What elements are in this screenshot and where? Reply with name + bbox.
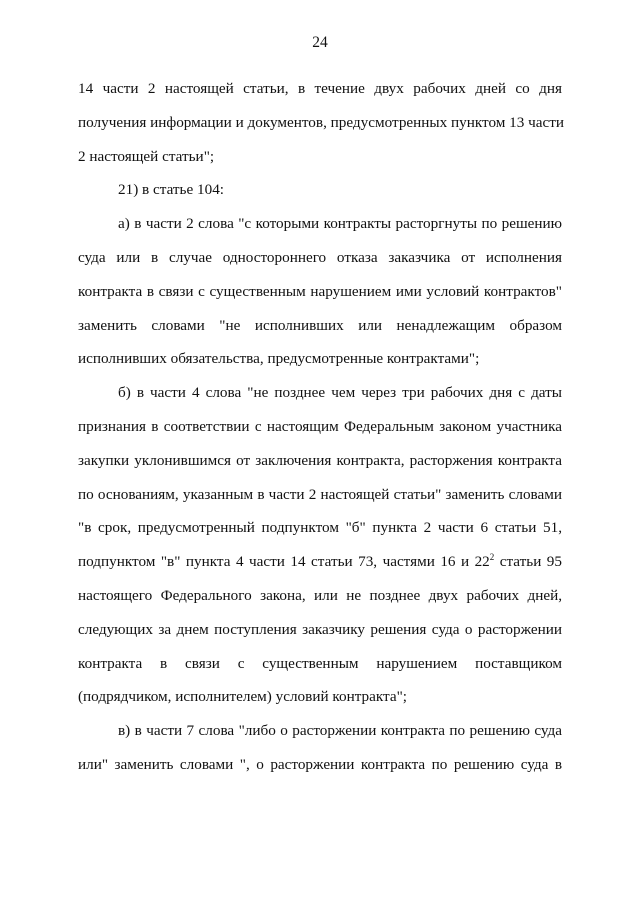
text-line: получения информации и документов, предусмотренных пунктом 13 части	[78, 113, 565, 131]
text-line: контракта в связи с существенным нарушением поставщиком	[78, 654, 562, 672]
text-line: "в срок, предусмотренный подпунктом "б" пункта 2 части 6 статьи 51,	[78, 519, 562, 537]
text-line: закупки уклонившимся от заключения контракта, расторжения контракта	[78, 451, 562, 469]
text-line: следующих за днем поступления заказчику решения суда о расторжении	[78, 620, 562, 638]
text-line: 2 настоящей статьи";	[78, 147, 215, 165]
text-line: 14 части 2 настоящей статьи, в течение двух рабочих дней со дня	[78, 80, 562, 97]
text-line: в) в части 7 слова "либо о расторжении контракта по решению суда	[118, 722, 562, 740]
text-line: (подрядчиком, исполнителем) условий контракта";	[78, 688, 408, 706]
text-line: заменить словами "не исполнивших или ненадлежащим образом	[78, 316, 562, 334]
text-line: признания в соответствии с настоящим Федеральным законом участника	[78, 417, 562, 435]
text-line: контракта в связи с существенным нарушением ими условий контрактов"	[78, 282, 562, 300]
superscript: 2	[489, 552, 495, 563]
text-line: или" заменить словами ", о расторжении контракта по решению суда в	[78, 755, 562, 773]
page-number: 24	[312, 34, 328, 51]
text-line: суда или в случае одностороннего отказа заказчика от исполнения	[78, 248, 562, 266]
text-line: б) в части 4 слова "не позднее чем через три рабочих дня с даты	[118, 384, 562, 402]
text-segment: подпунктом "в" пункта 4 части 14 статьи 73, частями 16 и 22	[78, 553, 490, 571]
text-segment: статьи 95	[494, 553, 562, 571]
text-line: 21) в статье 104:	[118, 181, 225, 199]
text-line: по основаниям, указанным в части 2 настоящей статьи" заменить словами	[78, 485, 562, 503]
text-line: исполнивших обязательства, предусмотренные контрактами";	[78, 350, 480, 368]
text-line-with-superscript	[78, 545, 562, 579]
text-line: настоящего Федерального закона, или не позднее двух рабочих дней,	[78, 586, 562, 604]
text-line: а) в части 2 слова "с которыми контракты расторгнуты по решению	[118, 215, 562, 233]
body-text	[78, 72, 565, 782]
